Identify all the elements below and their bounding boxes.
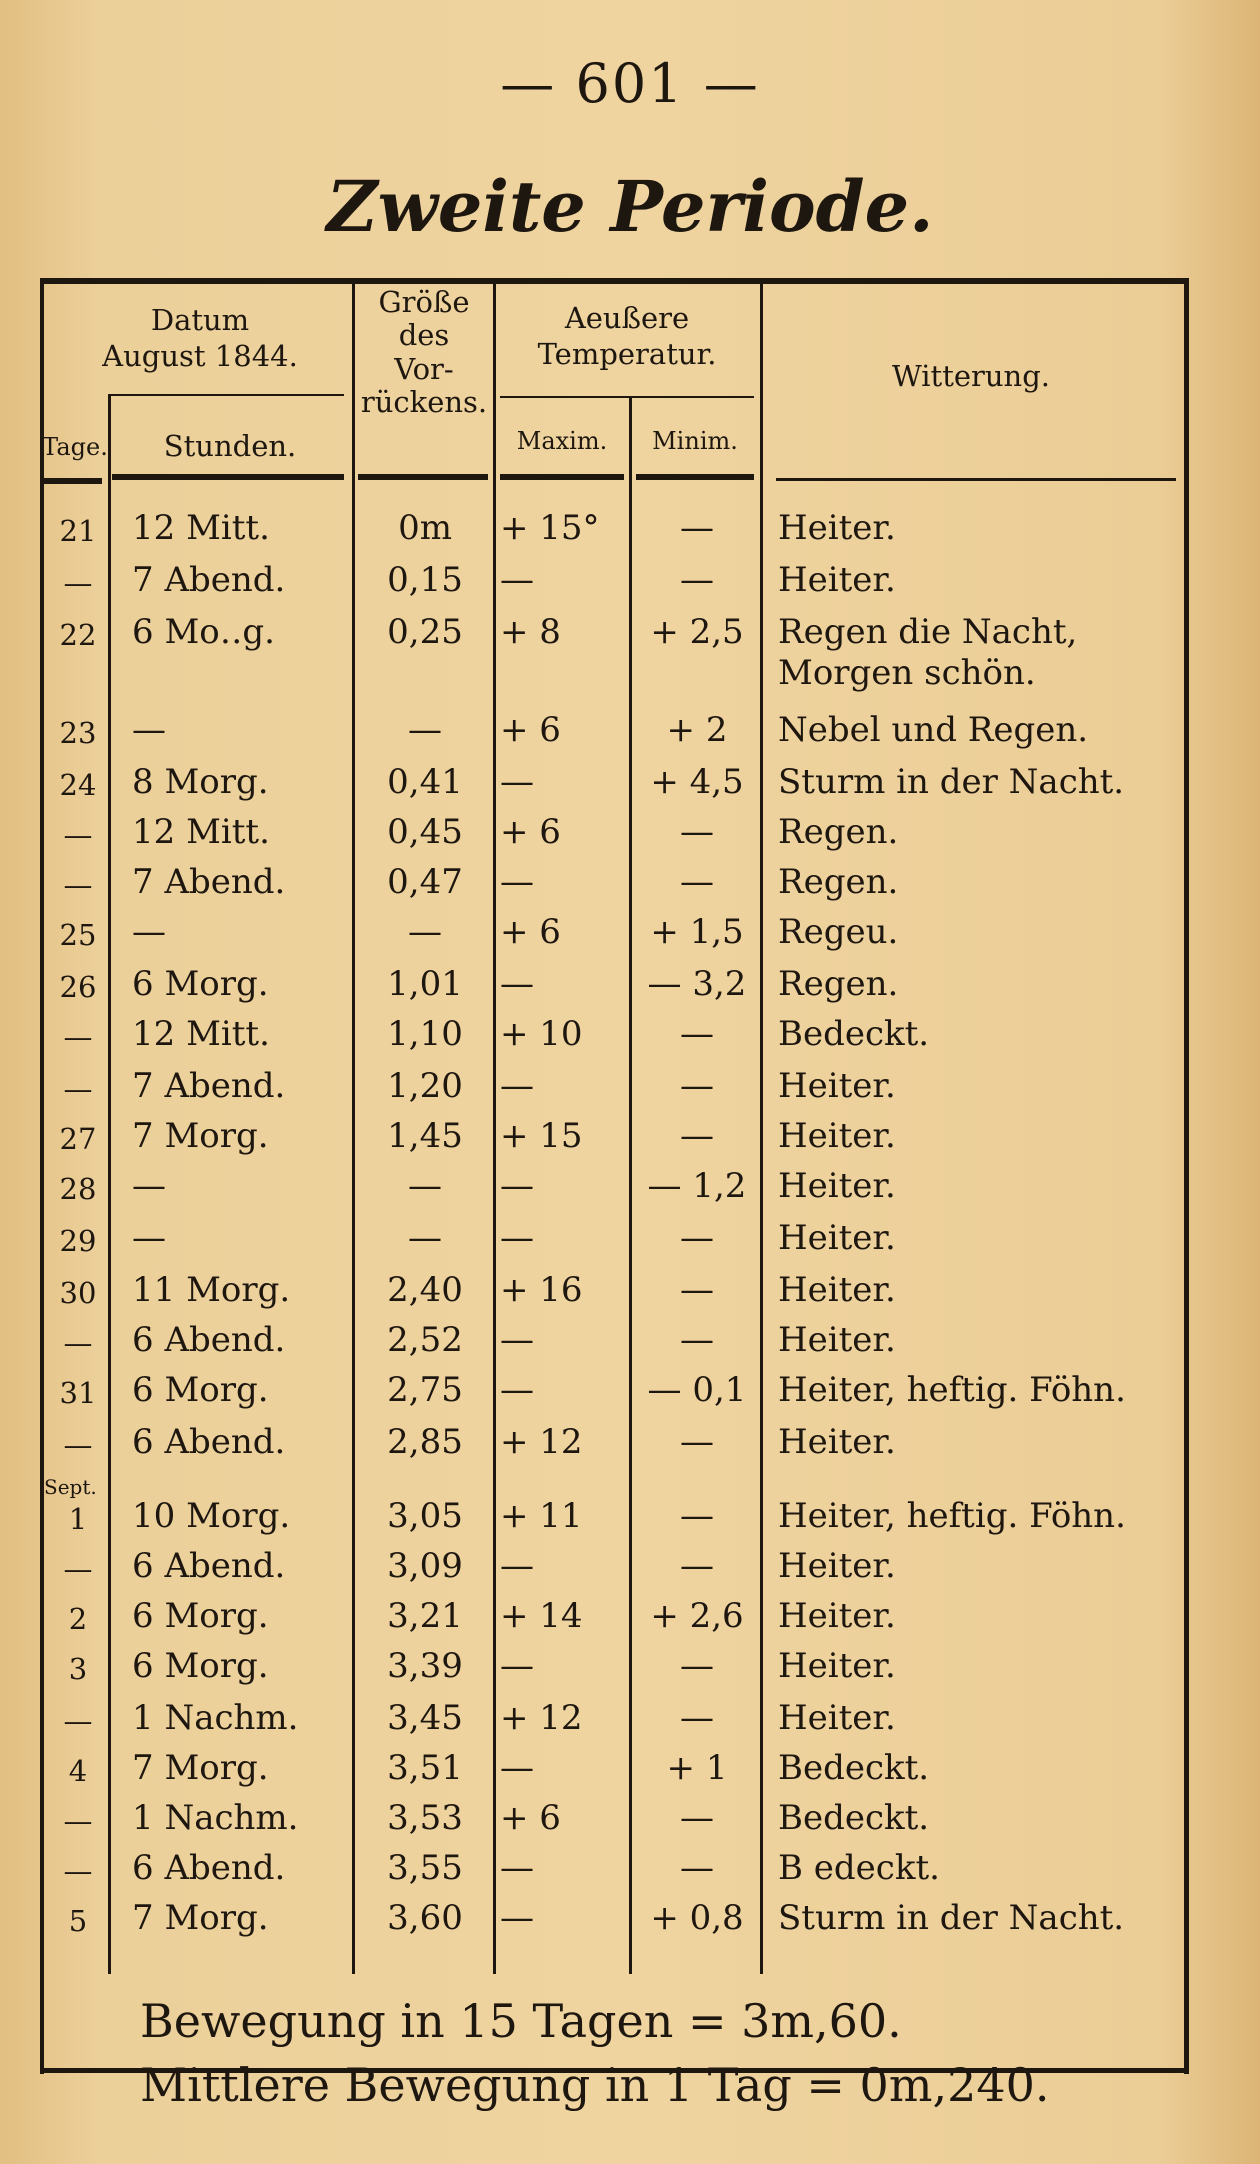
- row-hour: —: [132, 912, 166, 952]
- row-temp-max: + 6: [500, 912, 561, 952]
- row-temp-min: —: [680, 1014, 714, 1054]
- row-temp-max: —: [500, 560, 534, 600]
- row-day: —: [63, 1072, 93, 1106]
- row-temp-max: —: [500, 862, 534, 902]
- row-day: —: [63, 1804, 93, 1838]
- header-maxim: Maxim.: [516, 427, 608, 455]
- row-hour: 6 Abend.: [132, 1546, 286, 1586]
- row-hour: —: [132, 710, 166, 750]
- row-progress: 2,40: [387, 1270, 463, 1310]
- row-hour: 7 Morg.: [132, 1898, 269, 1938]
- row-temp-max: + 6: [500, 1798, 561, 1838]
- row-weather: Heiter.: [778, 508, 896, 548]
- row-temp-max: + 16: [500, 1270, 583, 1310]
- row-weather: Regeu.: [778, 912, 899, 952]
- row-progress: 1,01: [387, 964, 463, 1004]
- header-minim: Minim.: [652, 427, 738, 455]
- row-weather: Regen.: [778, 964, 899, 1004]
- row-progress: 2,85: [387, 1422, 463, 1462]
- row-temp-min: —: [680, 1646, 714, 1686]
- row-temp-min: —: [680, 1848, 714, 1888]
- row-progress: 3,09: [387, 1546, 463, 1586]
- row-weather: Heiter.: [778, 1066, 896, 1106]
- header-witterung: Witterung.: [891, 359, 1051, 393]
- row-day: 3: [68, 1652, 88, 1686]
- row-hour: 6 Morg.: [132, 1370, 269, 1410]
- row-temp-max: + 12: [500, 1422, 583, 1462]
- row-progress: 3,60: [387, 1898, 463, 1938]
- row-progress: 0,41: [387, 762, 463, 802]
- row-temp-max: + 10: [500, 1014, 583, 1054]
- header-underline-tage: [44, 478, 102, 484]
- row-day: 24: [59, 768, 97, 802]
- row-temp-max: + 14: [500, 1596, 583, 1636]
- row-day: 21: [59, 514, 97, 548]
- period-heading: Zweite Periode.: [326, 165, 934, 248]
- row-progress: —: [408, 1166, 442, 1206]
- row-temp-min: + 2: [666, 710, 728, 750]
- row-hour: 6 Morg.: [132, 964, 269, 1004]
- row-hour: 8 Morg.: [132, 762, 269, 802]
- row-progress: 0,45: [387, 812, 463, 852]
- row-progress: 1,10: [387, 1014, 463, 1054]
- row-weather: Heiter.: [778, 1218, 896, 1258]
- header-tage: Tage.: [42, 433, 108, 461]
- row-temp-max: + 15: [500, 1116, 583, 1156]
- row-temp-min: — 0,1: [647, 1370, 747, 1410]
- row-temp-max: —: [500, 1748, 534, 1788]
- row-day: 28: [59, 1172, 97, 1206]
- row-day: 22: [59, 618, 97, 652]
- row-temp-min: — 3,2: [647, 964, 747, 1004]
- row-day: —: [63, 1326, 93, 1360]
- row-day: 26: [59, 970, 97, 1004]
- row-progress: 0,25: [387, 612, 463, 652]
- rule-after-temperatur: [760, 284, 763, 1974]
- row-temp-max: —: [500, 762, 534, 802]
- row-hour: 12 Mitt.: [132, 1014, 270, 1054]
- row-weather: Heiter.: [778, 1166, 896, 1206]
- row-progress: —: [408, 912, 442, 952]
- row-day: 30: [59, 1276, 97, 1310]
- row-temp-max: + 6: [500, 812, 561, 852]
- row-temp-max: —: [500, 1066, 534, 1106]
- header-underline-stunden: [112, 474, 344, 480]
- row-temp-min: —: [680, 560, 714, 600]
- row-weather: Heiter.: [778, 1596, 896, 1636]
- row-progress: 3,21: [387, 1596, 463, 1636]
- row-temp-min: —: [680, 1320, 714, 1360]
- row-hour: 6 Morg.: [132, 1646, 269, 1686]
- row-day: 4: [68, 1754, 88, 1788]
- row-weather: Bedeckt.: [778, 1014, 930, 1054]
- row-temp-max: —: [500, 1218, 534, 1258]
- row-temp-min: + 4,5: [650, 762, 744, 802]
- row-progress: 1,45: [387, 1116, 463, 1156]
- row-temp-min: —: [680, 1270, 714, 1310]
- summary-total: Bewegung in 15 Tagen = 3m,60.: [140, 1994, 902, 2048]
- row-temp-min: + 2,5: [650, 612, 744, 652]
- header-datum: Datum August 1844.: [102, 303, 298, 374]
- header-underline-maxim: [500, 474, 624, 480]
- row-progress: —: [408, 1218, 442, 1258]
- row-day: 23: [59, 716, 97, 750]
- row-progress: 3,45: [387, 1698, 463, 1738]
- row-progress: 0,47: [387, 862, 463, 902]
- rule-under-temperatur: [500, 396, 754, 398]
- row-weather: Heiter, heftig. Föhn.: [778, 1370, 1126, 1410]
- rule-after-stunden: [352, 284, 355, 1974]
- row-hour: 10 Morg.: [132, 1496, 291, 1536]
- header-groesse: Größe des Vor- rückens.: [360, 285, 488, 420]
- row-day: —: [63, 1854, 93, 1888]
- row-weather: Heiter.: [778, 560, 896, 600]
- row-temp-max: + 15°: [500, 508, 600, 548]
- row-temp-min: —: [680, 1698, 714, 1738]
- row-day: —: [63, 868, 93, 902]
- row-hour: 6 Mo‥g.: [132, 612, 275, 652]
- row-temp-max: + 12: [500, 1698, 583, 1738]
- row-temp-min: + 0,8: [650, 1898, 744, 1938]
- row-temp-min: —: [680, 508, 714, 548]
- row-hour: 12 Mitt.: [132, 508, 270, 548]
- header-stunden: Stunden.: [163, 429, 297, 463]
- row-temp-min: —: [680, 1066, 714, 1106]
- row-hour: 1 Nachm.: [132, 1798, 299, 1838]
- row-hour: 7 Morg.: [132, 1116, 269, 1156]
- row-hour: 7 Abend.: [132, 560, 286, 600]
- row-temp-min: —: [680, 1496, 714, 1536]
- rule-after-groesse: [493, 284, 496, 1974]
- row-hour: 7 Abend.: [132, 862, 286, 902]
- rule-under-datum: [108, 394, 344, 396]
- row-temp-max: —: [500, 1848, 534, 1888]
- row-temp-max: —: [500, 1546, 534, 1586]
- row-progress: 3,53: [387, 1798, 463, 1838]
- header-underline-witterung: [776, 478, 1176, 481]
- row-weather: Heiter.: [778, 1116, 896, 1156]
- row-day: 31: [59, 1376, 97, 1410]
- row-temp-min: —: [680, 1422, 714, 1462]
- row-progress: 3,55: [387, 1848, 463, 1888]
- row-hour: 12 Mitt.: [132, 812, 270, 852]
- row-progress: 0m: [398, 508, 452, 548]
- row-progress: 2,75: [387, 1370, 463, 1410]
- row-weather: Regen.: [778, 812, 899, 852]
- row-temp-max: —: [500, 964, 534, 1004]
- row-temp-max: + 11: [500, 1496, 583, 1536]
- row-hour: 1 Nachm.: [132, 1698, 299, 1738]
- row-weather: Heiter, heftig. Föhn.: [778, 1496, 1126, 1536]
- row-weather: Regen die Nacht, Morgen schön.: [778, 612, 1078, 693]
- row-progress: —: [408, 710, 442, 750]
- row-temp-min: —: [680, 1116, 714, 1156]
- row-weather: Nebel und Regen.: [778, 710, 1089, 750]
- row-temp-min: + 1,5: [650, 912, 744, 952]
- header-underline-minim: [636, 474, 754, 480]
- row-progress: 3,51: [387, 1748, 463, 1788]
- row-day: 1: [68, 1502, 88, 1536]
- row-hour: 6 Abend.: [132, 1422, 286, 1462]
- row-weather: Sturm in der Nacht.: [778, 762, 1125, 802]
- row-temp-min: —: [680, 1546, 714, 1586]
- row-day: —: [63, 566, 93, 600]
- row-hour: 11 Morg.: [132, 1270, 291, 1310]
- row-hour: 6 Abend.: [132, 1320, 286, 1360]
- row-day: —: [63, 1428, 93, 1462]
- row-temp-max: + 6: [500, 710, 561, 750]
- row-weather: Heiter.: [778, 1320, 896, 1360]
- row-progress: 2,52: [387, 1320, 463, 1360]
- row-day: 5: [68, 1904, 88, 1938]
- row-weather: Heiter.: [778, 1270, 896, 1310]
- row-temp-min: —: [680, 1798, 714, 1838]
- month-marker: Sept.: [44, 1475, 97, 1499]
- row-day: —: [63, 1704, 93, 1738]
- page-number: — 601 —: [500, 52, 760, 115]
- row-temp-min: — 1,2: [647, 1166, 747, 1206]
- row-hour: 6 Morg.: [132, 1596, 269, 1636]
- row-progress: 3,05: [387, 1496, 463, 1536]
- row-day: —: [63, 1552, 93, 1586]
- row-progress: 0,15: [387, 560, 463, 600]
- row-hour: 7 Morg.: [132, 1748, 269, 1788]
- header-underline-groesse: [358, 474, 488, 480]
- row-temp-min: —: [680, 812, 714, 852]
- row-weather: Bedeckt.: [778, 1748, 930, 1788]
- row-day: 27: [59, 1122, 97, 1156]
- row-weather: Heiter.: [778, 1422, 896, 1462]
- row-temp-max: —: [500, 1320, 534, 1360]
- row-day: —: [63, 818, 93, 852]
- header-temperatur: Aeußere Temperatur.: [537, 301, 717, 372]
- row-day: 29: [59, 1224, 97, 1258]
- row-temp-min: —: [680, 1218, 714, 1258]
- row-temp-max: —: [500, 1166, 534, 1206]
- row-progress: 3,39: [387, 1646, 463, 1686]
- row-temp-min: + 1: [666, 1748, 728, 1788]
- row-hour: 7 Abend.: [132, 1066, 286, 1106]
- row-weather: Regen.: [778, 862, 899, 902]
- row-day: 25: [59, 918, 97, 952]
- row-hour: 6 Abend.: [132, 1848, 286, 1888]
- row-temp-max: + 8: [500, 612, 561, 652]
- row-day: 2: [68, 1602, 88, 1636]
- row-hour: —: [132, 1166, 166, 1206]
- row-day: —: [63, 1020, 93, 1054]
- summary-average: Mittlere Bewegung in 1 Tag = 0m,240.: [140, 2058, 1050, 2112]
- row-progress: 1,20: [387, 1066, 463, 1106]
- row-weather: Bedeckt.: [778, 1798, 930, 1838]
- row-temp-max: —: [500, 1370, 534, 1410]
- row-weather: Heiter.: [778, 1698, 896, 1738]
- row-temp-max: —: [500, 1898, 534, 1938]
- row-temp-max: —: [500, 1646, 534, 1686]
- row-weather: B edeckt.: [778, 1848, 940, 1888]
- row-temp-min: + 2,6: [650, 1596, 744, 1636]
- row-hour: —: [132, 1218, 166, 1258]
- row-weather: Heiter.: [778, 1546, 896, 1586]
- row-weather: Sturm in der Nacht.: [778, 1898, 1125, 1938]
- row-weather: Heiter.: [778, 1646, 896, 1686]
- row-temp-min: —: [680, 862, 714, 902]
